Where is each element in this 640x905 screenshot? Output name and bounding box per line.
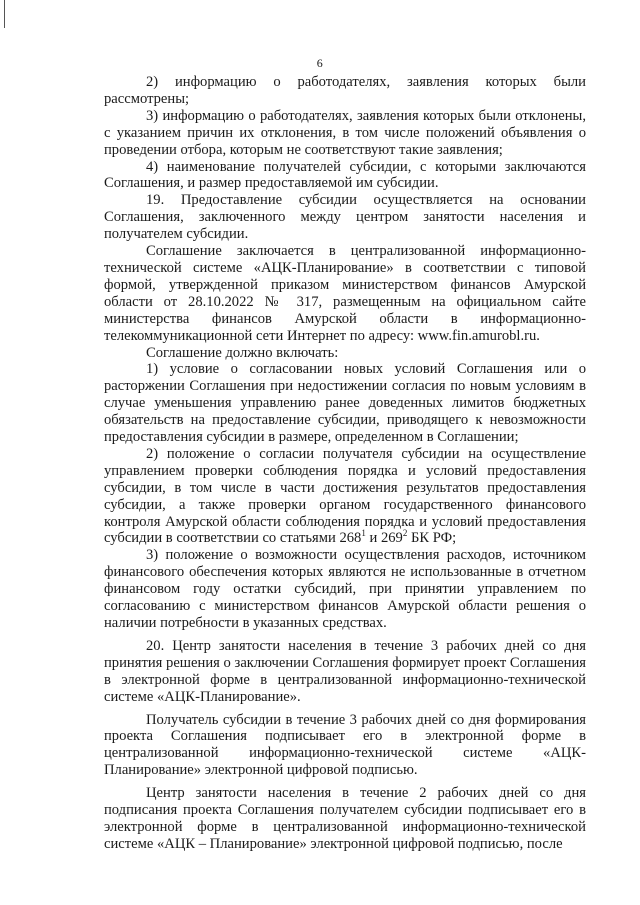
condition-2-text-mid: и 269 bbox=[365, 530, 403, 547]
page-number: 6 bbox=[316, 56, 324, 70]
article-superscript-1: 1 bbox=[361, 528, 366, 539]
paragraph-agreement-system: Соглашение заключается в централизованной информационно-технической системе «АЦК-Планирование» в соответствии с типовой формой, утвержденной приказом министерством финансов Амурской области от 28.10.2022 № 317, размещенным на официальном сайте министерства финансов Амурской области в информационно-телекоммуникационной сети Интернет по адресу: www.fin.amurobl.ru. bbox=[104, 243, 586, 344]
paragraph-section-19: 19. Предоставление субсидии осуществляется на основании Соглашения, заключенного между центром занятости населения и получателем субсидии. bbox=[104, 192, 586, 243]
scan-edge-mark bbox=[4, 0, 5, 28]
paragraph-section-20: 20. Центр занятости населения в течение 3 рабочих дней со дня принятия решения о заключении Соглашения формирует проект Соглашения в электронной форме в централизованной информационно-технической системе «АЦК-Планирование». bbox=[104, 637, 586, 705]
paragraph-agreement-includes: Соглашение должно включать: bbox=[146, 344, 339, 361]
paragraph-item-3: 3) информацию о работодателях, заявления которых были отклонены, с указанием причин их отклонения, в том числе положений объявления о проведении отбора, которым не соответствуют такие заявления; bbox=[104, 107, 586, 158]
paragraph-condition-1: 1) условие о согласовании новых условий Соглашения или о расторжении Соглашения при недостижении согласия по новым условиям в случае уменьшения управлению ранее доведенных лимитов бюджетных обязательств на предоставление субсидии, приводящего к невозможности предоставления субсидии в размере, определенном в Соглашении; bbox=[104, 361, 586, 446]
paragraph-recipient-signs: Получатель субсидии в течение 3 рабочих дней со дня формирования проекта Соглашения подписывает его в электронной форме в централизованной информационно-технической системе «АЦК-Планирование» электронной цифровой подписью. bbox=[104, 711, 586, 779]
article-superscript-2: 2 bbox=[402, 528, 408, 539]
paragraph-center-signs: Центр занятости населения в течение 2 рабочих дней со дня подписания проекта Соглашения получателем субсидии подписывает его в электронной форме в централизованной информационно-технической системе «АЦК – Планирование» электронной цифровой подписью, после bbox=[104, 785, 586, 852]
paragraph-condition-3: 3) положение о возможности осуществления расходов, источником финансового обеспечения которых являются не использованные в отчетном финансовом году остатки субсидий, при принятии управлением по согласованию с министерством финансов Амурской области решения о наличии потребности в указанных средствах. bbox=[104, 547, 586, 631]
paragraph-item-4: 4) наименование получателей субсидии, с которыми заключаются Соглашения, и размер предоставляемой им субсидии. bbox=[104, 158, 586, 192]
paragraph-item-2: 2) информацию о работодателях, заявления которых были рассмотрены; bbox=[104, 74, 586, 107]
condition-2-text-end: БК РФ; bbox=[407, 530, 457, 547]
condition-2-text: 2) положение о согласии получателя субсидии на осуществление управлением проверки соблюдения порядка и условий предоставления субсидии, в том числе в части достижения результатов предоставления субсидии, а также проверки органом государственного финансового контроля Амурской области соблюдения порядка и условий предоставления субсидии в соответствии со статьями 268 bbox=[104, 445, 586, 547]
document-body bbox=[104, 74, 586, 853]
paragraph-condition-2 bbox=[104, 446, 586, 547]
